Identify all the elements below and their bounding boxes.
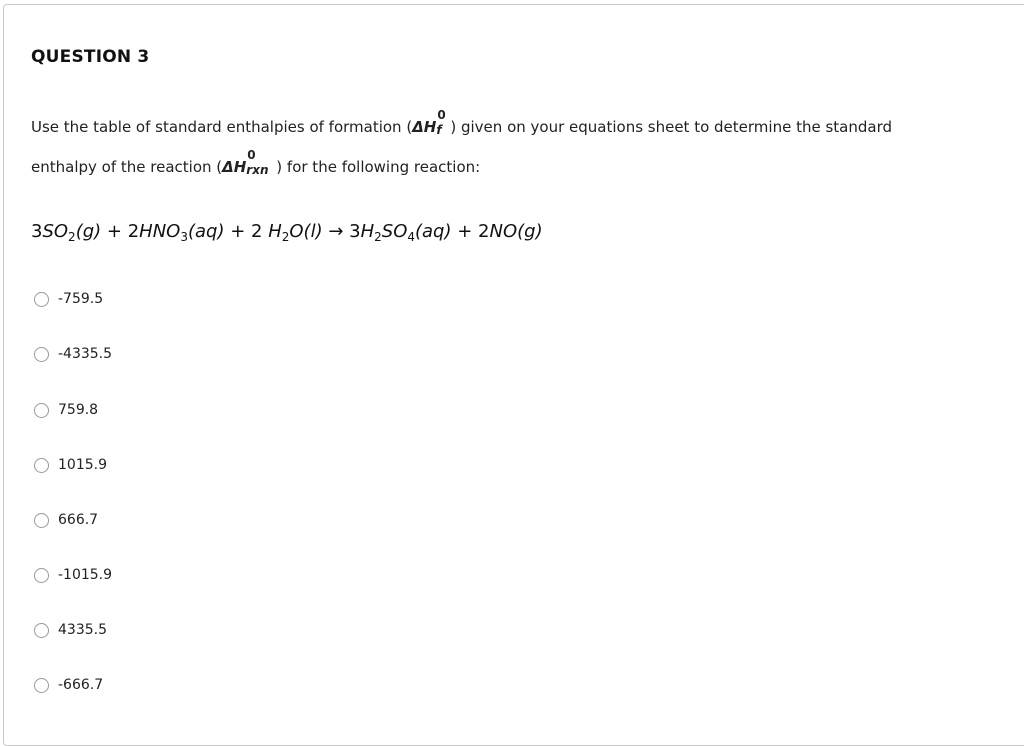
question-panel — [3, 4, 1024, 746]
answer-label[interactable]: -4335.5 — [58, 346, 113, 362]
answer-option[interactable] — [34, 674, 103, 696]
answer-label[interactable]: 4335.5 — [58, 622, 107, 638]
reaction-equation: $3SO_2(g) + 2HNO_3(aq) + 2$ $H_2O(l) \to 3H_2SO_4(aq) + 2NO(g)$ — [31, 221, 543, 244]
answer-option[interactable] — [34, 619, 107, 641]
radio-button[interactable] — [34, 513, 49, 528]
question-title: QUESTION 3 — [31, 47, 150, 67]
answer-label[interactable]: -1015.9 — [58, 567, 113, 583]
prompt-line-1 — [31, 108, 1008, 137]
delta-h-reaction-symbol: ΔH 0 rxn — [222, 148, 269, 177]
answer-option[interactable] — [34, 343, 112, 365]
prompt-text-start: Use the table of standard enthalpies of formation (ΔH 0 f ) given on your equations sheet to determine the standard — [31, 108, 892, 137]
radio-button[interactable] — [34, 458, 49, 473]
answer-label[interactable]: 666.7 — [58, 512, 99, 528]
answer-option[interactable] — [34, 399, 98, 421]
answer-label[interactable]: -666.7 — [58, 677, 104, 693]
delta-h-formation-symbol: ΔH 0 f — [412, 108, 446, 137]
reaction-arrow: → — [322, 221, 350, 242]
radio-button[interactable] — [34, 347, 49, 362]
answer-label[interactable]: 759.8 — [58, 402, 99, 418]
radio-button[interactable] — [34, 292, 49, 307]
answer-label[interactable]: 1015.9 — [58, 457, 107, 473]
radio-button[interactable] — [34, 678, 49, 693]
answer-label[interactable]: -759.5 — [58, 291, 104, 307]
answer-option[interactable] — [34, 509, 98, 531]
radio-button[interactable] — [34, 623, 49, 638]
answer-option[interactable] — [34, 564, 112, 586]
prompt-line-2: enthalpy of the reaction (ΔH 0 rxn ) for the following reaction: — [31, 148, 481, 177]
answer-option[interactable] — [34, 454, 107, 476]
radio-button[interactable] — [34, 403, 49, 418]
radio-button[interactable] — [34, 568, 49, 583]
answer-option[interactable] — [34, 288, 103, 310]
